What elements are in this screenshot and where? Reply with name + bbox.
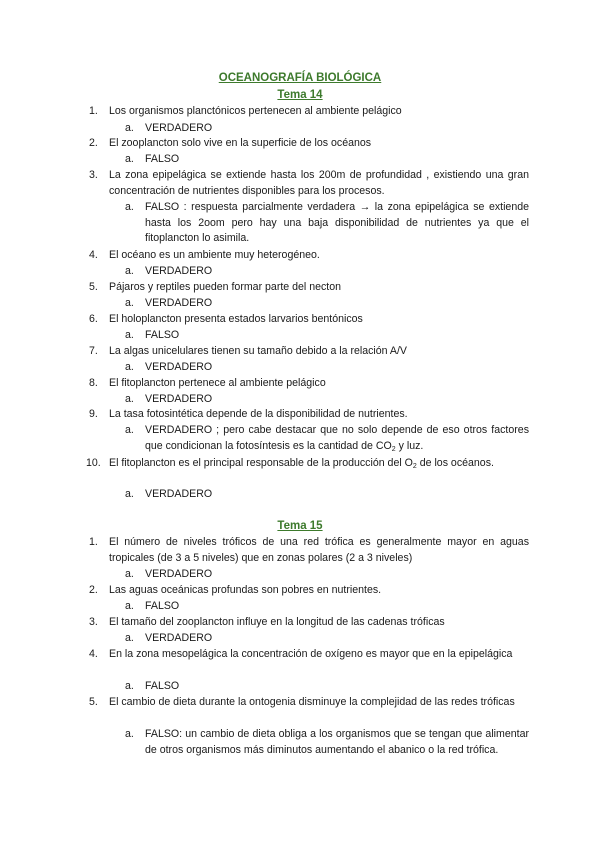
section-heading-tema-14: Tema 14 xyxy=(277,89,323,101)
question-item xyxy=(89,168,529,199)
question-text: El fitoplancton pertenece al ambiente pelágico xyxy=(109,377,326,389)
question-item xyxy=(89,535,529,566)
answer-letter: a. xyxy=(125,488,134,500)
answer-text-end: y luz. xyxy=(395,439,424,452)
question-text: El zooplancton solo vive en la superficie de los océanos xyxy=(109,137,372,149)
answer-item xyxy=(125,152,529,168)
answer-text: VERDADERO xyxy=(145,297,213,309)
question-text: El cambio de dieta durante la ontogenia disminuye la complejidad de las redes tróficas xyxy=(109,696,515,708)
answer-letter: a. xyxy=(125,568,134,580)
answer-item xyxy=(125,423,529,454)
answer-letter: a. xyxy=(125,680,134,692)
question-item xyxy=(89,695,529,711)
question-number: 6. xyxy=(89,313,98,325)
question-item xyxy=(89,583,529,599)
question-number: 1. xyxy=(89,105,98,117)
question-text: La tasa fotosintética depende de la disponibilidad de nutrientes. xyxy=(109,408,408,420)
answer-text: VERDADERO xyxy=(145,632,213,644)
question-item xyxy=(89,104,529,120)
question-text: El tamaño del zooplancton influye en la longitud de las cadenas tróficas xyxy=(109,616,445,628)
answer-letter: a. xyxy=(125,122,134,134)
answer-item xyxy=(125,121,529,137)
answer-text: FALSO xyxy=(145,153,180,165)
question-item xyxy=(89,280,529,296)
answer-text: FALSO: un cambio de dieta obliga a los organismos que se tengan que alimentar de otros organismos más diminutos aumentando el abanico o la red trófica. xyxy=(145,728,529,756)
question-text xyxy=(109,456,529,472)
question-text: En la zona mesopelágica la concentración de oxígeno es mayor que en la epipelágica xyxy=(109,648,513,660)
question-text-main: El fitoplancton es el principal responsable de la producción del O xyxy=(109,457,413,469)
question-number: 4. xyxy=(89,249,98,261)
answer-letter: a. xyxy=(125,361,134,373)
question-item xyxy=(89,615,529,631)
answer-item xyxy=(125,727,529,758)
question-number: 4. xyxy=(89,648,98,660)
question-text: Los organismos planctónicos pertenecen al ambiente pelágico xyxy=(109,105,402,117)
answer-text xyxy=(145,423,529,454)
answer-text-main: VERDADERO ; pero cabe destacar que no solo depende de eso otros factores que condicionan la fotosíntesis es la cantidad de CO xyxy=(145,424,529,452)
answer-item xyxy=(125,487,529,503)
question-text: Pájaros y reptiles pueden formar parte del necton xyxy=(109,281,342,293)
question-number: 7. xyxy=(89,345,98,357)
answer-item xyxy=(125,264,529,280)
subscript-2: 2 xyxy=(391,445,396,453)
question-text-end: de los océanos. xyxy=(416,457,494,469)
answer-item xyxy=(125,360,529,376)
answer-text: FALSO xyxy=(145,680,180,692)
question-number: 9. xyxy=(89,408,98,420)
answer-text: VERDADERO xyxy=(145,265,213,277)
answer-item xyxy=(125,392,529,408)
question-number: 2. xyxy=(89,584,98,596)
answer-letter: a. xyxy=(125,632,134,644)
answer-item xyxy=(125,567,529,583)
question-number: 2. xyxy=(89,137,98,149)
question-item xyxy=(89,647,529,663)
answer-letter: a. xyxy=(125,728,134,740)
answer-text: FALSO xyxy=(145,600,180,612)
question-text: El holoplancton presenta estados larvarios bentónicos xyxy=(109,313,363,325)
question-item xyxy=(89,312,529,328)
question-number: 5. xyxy=(89,281,98,293)
answer-letter: a. xyxy=(125,153,134,165)
answer-item xyxy=(125,599,529,615)
answer-text: VERDADERO xyxy=(145,488,213,500)
answer-text: FALSO xyxy=(145,329,180,341)
answer-text: VERDADERO xyxy=(145,393,213,405)
document-title: OCEANOGRAFÍA BIOLÓGICA xyxy=(218,72,382,84)
question-text: La zona epipelágica se extiende hasta los 200m de profundidad , existiendo una gran concentración de nutrientes disponibles para los procesos. xyxy=(109,169,529,197)
answer-letter: a. xyxy=(125,201,134,213)
question-number: 1. xyxy=(89,536,98,548)
answer-letter: a. xyxy=(125,265,134,277)
answer-item xyxy=(125,200,529,247)
answer-letter: a. xyxy=(125,424,134,436)
answer-text: FALSO : respuesta parcialmente verdadera → la zona epipelágica se extiende hasta los 2oom pero hay una baja disponibilidad de nutrientes ya que el fitoplancton lo asimila. xyxy=(145,201,529,245)
answer-text: VERDADERO xyxy=(145,122,213,134)
answer-letter: a. xyxy=(125,600,134,612)
question-number: 8. xyxy=(89,377,98,389)
question-text: La algas unicelulares tienen su tamaño debido a la relación A/V xyxy=(109,345,408,357)
answer-item xyxy=(125,679,529,695)
subscript-2: 2 xyxy=(412,463,417,470)
question-text: Las aguas oceánicas profundas son pobres en nutrientes. xyxy=(109,584,382,596)
answer-letter: a. xyxy=(125,329,134,341)
question-item xyxy=(89,376,529,392)
question-number: 3. xyxy=(89,169,98,181)
answer-item xyxy=(125,296,529,312)
question-text: El océano es un ambiente muy heterogéneo. xyxy=(109,249,320,261)
answer-letter: a. xyxy=(125,393,134,405)
answer-text: VERDADERO xyxy=(145,568,213,580)
question-item xyxy=(89,136,529,152)
answer-item xyxy=(125,631,529,647)
question-text: El número de niveles tróficos de una red trófica es generalmente mayor en aguas tropicales (de 3 a 5 niveles) que en zonas polares (2 a 3 niveles) xyxy=(109,536,529,564)
answer-item xyxy=(125,328,529,344)
question-number: 10. xyxy=(86,457,101,469)
answer-letter: a. xyxy=(125,297,134,309)
answer-text: VERDADERO xyxy=(145,361,213,373)
question-item xyxy=(89,248,529,264)
question-number: 3. xyxy=(89,616,98,628)
question-item xyxy=(86,456,529,472)
question-item xyxy=(89,344,529,360)
question-item xyxy=(89,407,529,423)
question-number: 5. xyxy=(89,696,98,708)
section-heading-tema-15: Tema 15 xyxy=(277,520,323,532)
